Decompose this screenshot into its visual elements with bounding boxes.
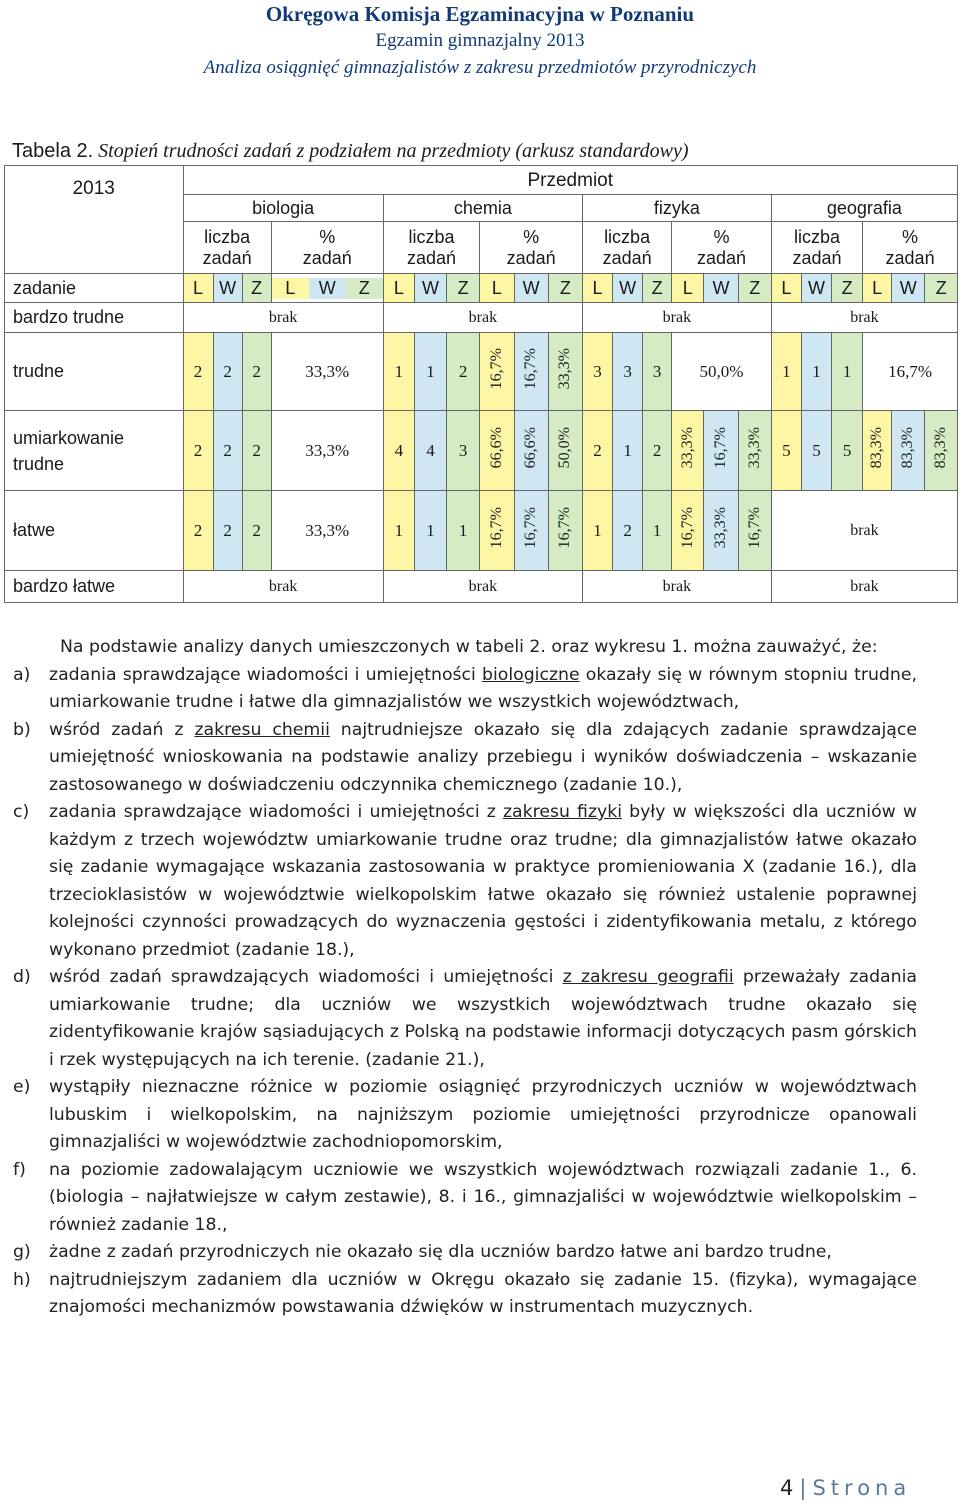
cell-value [672, 491, 704, 571]
lwz-z: Z [447, 274, 480, 303]
text-segment: okazały się w równym stopniu trudne, umiarkowanie trudne i łatwe dla gimnazjalistów we wszystkich województwach, [49, 664, 917, 712]
cell-brak: brak [383, 303, 582, 333]
lwz-row [5, 274, 958, 303]
lwz-z: Z [832, 274, 863, 303]
list-text: na poziomie zadowalającym uczniowie we wszystkich województwach rozwiązali zadanie 1., 6. (biologia – najłatwiejsze w całym zestawie), 8. i 16., gimnazjaliści w województwie wielkopolskim – również zadanie 18., [49, 1159, 917, 1235]
lwz-w: W [801, 274, 831, 303]
cell-value-text: 83,3% [899, 427, 917, 469]
cell-value-text: 16,7% [522, 348, 540, 390]
page-number: 4 [780, 1476, 794, 1500]
cell-value [548, 333, 582, 411]
cell-value [480, 411, 514, 491]
cell-value: 1 [643, 491, 672, 571]
lwz-z: Z [242, 274, 271, 303]
lwz-cell [271, 274, 383, 303]
caption-label: Tabela 2. [12, 140, 94, 162]
lwz-l: L [863, 274, 892, 303]
list-marker: b) [13, 719, 31, 740]
cell-value [925, 411, 958, 491]
cell-value-text: 66,6% [522, 427, 540, 469]
cell-value: 1 [447, 491, 480, 571]
cell-brak: brak [383, 571, 582, 603]
cell-value [704, 411, 738, 491]
row-label: bardzo trudne [5, 303, 184, 333]
cell-value: 3 [447, 411, 480, 491]
cell-value-text: 33,3% [745, 427, 763, 469]
cell-value: 3 [582, 333, 612, 411]
cell-value: 2 [183, 333, 213, 411]
row-latwe [5, 491, 958, 571]
cell-value: 2 [213, 491, 242, 571]
lwz-w: W [613, 274, 643, 303]
list-text [49, 799, 917, 964]
cell-value: 33,3% [271, 411, 383, 491]
col-zadan-label: zadań [506, 247, 556, 268]
list-text: najtrudniejszym zadaniem dla uczniów w Okręgu okazało się zadanie 15. (fizyka), wymagające znajomości mechanizmów powstawania dźwięków w instrumentach muzycznych. [49, 1269, 917, 1317]
cell-value: 50,0% [672, 333, 772, 411]
table-caption [12, 140, 689, 163]
cell-value: 2 [613, 491, 643, 571]
lwz-l: L [582, 274, 612, 303]
row-label: trudne [5, 333, 184, 411]
col-zadan-label: zadań [406, 247, 457, 268]
analysis-text [13, 634, 917, 1322]
list-item [13, 662, 917, 717]
list-marker: h) [13, 1269, 31, 1290]
text-segment: zadania sprawdzające wiadomości i umiejętności [49, 664, 482, 685]
col-pct-chem [480, 222, 583, 274]
list-item [13, 717, 917, 800]
list-marker: a) [13, 664, 31, 685]
col-zadan-label: zadań [602, 247, 652, 268]
cell-value: 1 [613, 411, 643, 491]
list-marker: f) [13, 1159, 26, 1180]
lwz-l: L [771, 274, 801, 303]
cell-value: 2 [183, 491, 213, 571]
lwz-z: Z [925, 274, 958, 303]
lwz-w: W [213, 274, 242, 303]
cell-value-text: 33,3% [556, 348, 574, 390]
row-bardzo-trudne [5, 303, 958, 333]
list-item [13, 1074, 917, 1157]
cell-value-text: 16,7% [487, 507, 505, 549]
cell-value-text: 16,7% [711, 427, 729, 469]
cell-value: 1 [832, 333, 863, 411]
lwz-z: Z [738, 274, 771, 303]
col-liczba-geo [771, 222, 862, 274]
cell-value: 2 [183, 411, 213, 491]
cell-value [514, 411, 548, 491]
text-segment: przeważały zadania umiarkowanie trudne; dla uczniów we wszystkich województwach trudne okazało się zidentyfikowanie krajów sąsiadujących z Polską na podstawie informacji dotyczących pasm górskich i rzek występujących na ich terenie. (zadanie 21.), [49, 967, 917, 1070]
cell-value [738, 411, 771, 491]
cell-value: 33,3% [271, 491, 383, 571]
lwz-z: Z [346, 278, 383, 299]
row-label [5, 411, 184, 491]
underlined-term: zakresu fizyki [502, 802, 623, 822]
header-exam: Egzamin gimnazjalny 2013 [375, 30, 585, 51]
cell-value-text: 83,3% [868, 427, 886, 469]
lwz-z: Z [548, 274, 582, 303]
cell-brak: brak [183, 303, 383, 333]
list-text: wystąpiły nieznaczne różnice w poziomie osiągnięć przyrodniczych uczniów w województwach lubuskim i wielkopolskim, na najniższym poziomie umiejętności przyrodnicze opanowali gimnazjaliści w województwie zachodniopomorskim, [49, 1077, 917, 1152]
col-liczba-label: liczba [793, 226, 840, 247]
cell-value: 4 [414, 411, 446, 491]
lwz-l: L [672, 274, 704, 303]
cell-value: 2 [242, 333, 271, 411]
text-segment: wśród zadań z [49, 719, 195, 740]
cell-value: 3 [613, 333, 643, 411]
cell-value [548, 411, 582, 491]
col-liczba-chem [383, 222, 480, 274]
cell-value: 1 [771, 333, 801, 411]
col-liczba-fiz [582, 222, 671, 274]
list-item [13, 964, 917, 1074]
header-analysis: Analiza osiągnięć gimnazjalistów z zakresu przedmiotów przyrodniczych [203, 57, 757, 78]
text-segment: zadania sprawdzające wiadomości i umiejętności z [49, 802, 503, 822]
subject-biologia: biologia [183, 195, 383, 222]
cell-value [480, 491, 514, 571]
cell-value: 1 [801, 333, 831, 411]
cell-brak: brak [582, 571, 771, 603]
list-text [49, 964, 917, 1074]
list-marker: c) [13, 802, 30, 822]
row-trudne [5, 333, 958, 411]
subject-fizyka: fizyka [582, 195, 771, 222]
list-item [13, 1239, 917, 1267]
list-item [13, 799, 917, 964]
cell-value [514, 491, 548, 571]
row-label: bardzo łatwe [5, 571, 184, 603]
cell-value: 1 [383, 491, 414, 571]
list-text [49, 717, 917, 800]
col-zadan-label: zadań [792, 247, 842, 268]
subject-chemia: chemia [383, 195, 582, 222]
cell-value [514, 333, 548, 411]
cell-value: 2 [213, 411, 242, 491]
cell-value-text: 66,6% [487, 427, 505, 469]
text-segment: najtrudniejsze okazało się dla zdających zadanie sprawdzające umiejętność wnioskowania na podstawie analizy przebiegu i wyników doświadczenia – wskazanie zastosowanego w doświadczeniu odczynnika chemicznego (zadanie 10.), [49, 719, 917, 795]
col-liczba-label: liczba [204, 226, 251, 247]
cell-value-text: 16,7% [556, 507, 574, 549]
cell-value-text: 16,7% [678, 507, 696, 549]
text-segment: były w większości dla uczniów w każdym z trzech województw umiarkowanie trudne oraz trudne; dla gimnazjalistów łatwe okazało się zadanie wymagające wskazania zastosowania w praktyce promieniowania X (zadanie 16.), dla trzecioklasistów w województwie wielkopolskim łatwe okazało się również ustalenie poprawnej kolejności czynności prowadzących do wyznaczenia gęstości i zidentyfikowania metalu, z którego wykonano przedmiot (zadanie 18.), [49, 802, 917, 960]
cell-value [738, 491, 771, 571]
list-item [13, 1157, 917, 1240]
cell-value: 2 [643, 411, 672, 491]
col-pct-label: % [713, 226, 730, 247]
lwz-w: W [704, 274, 738, 303]
lwz-w: W [892, 274, 925, 303]
cell-value: 2 [242, 411, 271, 491]
col-liczba-bio [183, 222, 271, 274]
subject-header: Przedmiot [183, 166, 958, 195]
col-liczba-label: liczba [604, 226, 651, 247]
col-zadan-label: zadań [696, 247, 747, 268]
caption-title: Stopień trudności zadań z podziałem na przedmioty (arkusz standardowy) [98, 140, 689, 162]
underlined-term: zakresu chemii [194, 719, 330, 740]
cell-value-text: 16,7% [522, 507, 540, 549]
cell-value-text: 50,0% [556, 427, 574, 469]
col-pct-label: % [902, 226, 919, 247]
lwz-l: L [480, 274, 514, 303]
cell-value-text: 33,3% [711, 507, 729, 549]
cell-brak: brak [771, 303, 957, 333]
lwz-z: Z [643, 274, 672, 303]
row-label-zadanie: zadanie [5, 274, 184, 303]
col-zadan-label: zadań [202, 247, 252, 268]
cell-value [548, 491, 582, 571]
cell-value: 2 [242, 491, 271, 571]
underlined-term: biologiczne [481, 664, 580, 685]
cell-value: 2 [582, 411, 612, 491]
year-cell: 2013 [5, 166, 184, 274]
col-pct-bio [271, 222, 383, 274]
lwz-l: L [183, 274, 213, 303]
difficulty-table [4, 165, 958, 603]
subject-geografia: geografia [771, 195, 957, 222]
header-org: Okręgowa Komisja Egzaminacyjna w Poznaniu [265, 2, 695, 26]
list-marker: g) [13, 1242, 31, 1262]
cell-value: 1 [414, 333, 446, 411]
row-label-line2: trudne [13, 453, 65, 474]
cell-value: 1 [414, 491, 446, 571]
lwz-w: W [414, 274, 446, 303]
list-marker: e) [13, 1077, 31, 1097]
cell-value: 5 [832, 411, 863, 491]
row-umiarkowanie-trudne [5, 411, 958, 491]
cell-value: 4 [383, 411, 414, 491]
footer-word: Strona [812, 1476, 912, 1500]
list-item [13, 1267, 917, 1322]
cell-value: 3 [643, 333, 672, 411]
cell-brak: brak [771, 491, 957, 571]
lwz-w: W [309, 278, 346, 299]
cell-value-text: 83,3% [932, 427, 950, 469]
cell-value: 5 [801, 411, 831, 491]
list-text: żadne z zadań przyrodniczych nie okazało się dla uczniów bardzo łatwe ani bardzo trudne, [49, 1242, 832, 1262]
list-marker: d) [13, 967, 31, 987]
intro-paragraph: Na podstawie analizy danych umieszczonych w tabeli 2. oraz wykresu 1. można zauważyć, że: [60, 637, 878, 657]
col-pct-label: % [319, 226, 336, 247]
lwz-l: L [383, 274, 414, 303]
cell-brak: brak [582, 303, 771, 333]
cell-value: 16,7% [863, 333, 958, 411]
col-liczba-label: liczba [408, 226, 455, 247]
col-pct-label: % [523, 226, 540, 247]
lwz-w: W [514, 274, 548, 303]
cell-value [480, 333, 514, 411]
cell-value-text: 16,7% [487, 348, 505, 390]
underlined-term: z zakresu geografii [562, 967, 734, 987]
row-bardzo-latwe [5, 571, 958, 603]
footer-separator: | [799, 1476, 807, 1500]
row-label: łatwe [5, 491, 184, 571]
cell-value [892, 411, 925, 491]
cell-brak: brak [771, 571, 957, 603]
lwz-l: L [272, 278, 309, 299]
cell-value: 1 [582, 491, 612, 571]
list-text [49, 662, 917, 717]
cell-value: 1 [383, 333, 414, 411]
cell-value-text: 16,7% [745, 507, 763, 549]
col-pct-fiz [672, 222, 772, 274]
header-row-1 [5, 166, 958, 195]
row-label-line1: umiarkowanie [13, 427, 125, 448]
cell-brak: brak [183, 571, 383, 603]
cell-value [672, 411, 704, 491]
col-zadan-label: zadań [885, 247, 935, 268]
page-footer [780, 1476, 911, 1500]
cell-value: 33,3% [271, 333, 383, 411]
text-segment: wśród zadań sprawdzających wiadomości i umiejętności [49, 967, 563, 987]
cell-value: 5 [771, 411, 801, 491]
cell-value-text: 33,3% [678, 427, 696, 469]
cell-value: 2 [447, 333, 480, 411]
col-pct-geo [863, 222, 958, 274]
col-zadan-label: zadań [302, 247, 352, 268]
cell-value [704, 491, 738, 571]
cell-value [863, 411, 892, 491]
cell-value: 2 [213, 333, 242, 411]
